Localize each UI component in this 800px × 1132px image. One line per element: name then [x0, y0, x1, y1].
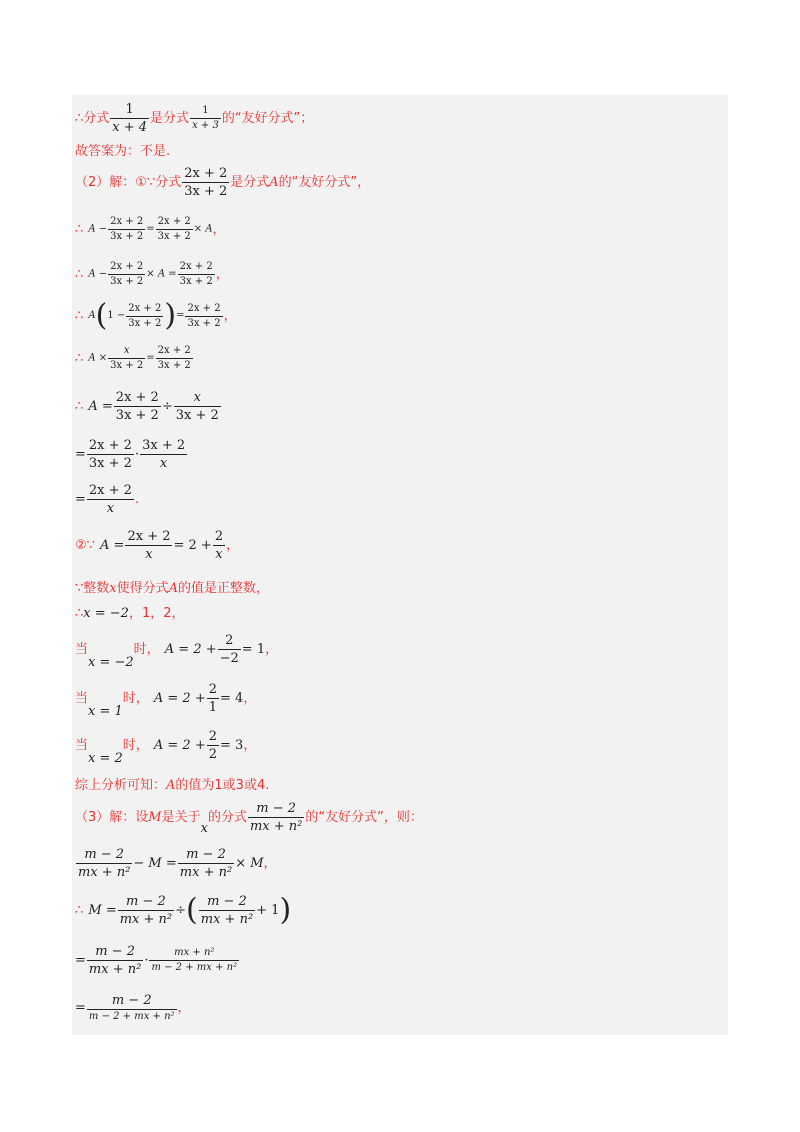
math: =: [75, 1000, 86, 1016]
text: 的值是正整数，: [178, 581, 270, 596]
den: 3x + 2: [184, 184, 228, 199]
line-12: [75, 579, 269, 595]
text: A: [269, 175, 279, 190]
line-17: [75, 776, 269, 792]
fraction: m − 2 m − 2 + mx + n²: [88, 993, 175, 1022]
fraction: $\frac{2x + 2}{x}$: [127, 529, 171, 562]
text: A: [168, 581, 179, 596]
line-1: [75, 103, 313, 134]
num: 1: [110, 103, 149, 119]
close-paren: ): [279, 892, 292, 928]
math: =: [75, 953, 86, 968]
math: A = 2 +: [164, 642, 217, 657]
fraction: $\frac{x}{3x + 2}$: [175, 390, 219, 423]
line-16: [75, 730, 256, 765]
math: =: [75, 447, 86, 462]
period: .: [134, 492, 140, 507]
math: = 4: [220, 691, 244, 706]
math: A = 2 +: [153, 691, 206, 706]
math: = 1: [241, 642, 266, 657]
line-15: [75, 683, 256, 718]
line-6: [75, 298, 237, 333]
open-paren: (: [95, 298, 108, 333]
comma: ，: [215, 267, 229, 282]
text: 的分式: [207, 810, 247, 825]
therefore-symbol: ∴: [75, 399, 84, 414]
line-9: [75, 439, 188, 470]
fraction: $\frac{2}{1}$: [208, 682, 218, 715]
text: 时，: [122, 691, 149, 706]
text: 是分式: [150, 111, 190, 126]
math: x = 1: [88, 704, 123, 719]
text: 当: [75, 738, 89, 753]
fraction: $\frac{2x + 2}{3x + 2}$: [110, 261, 144, 287]
text: ②∵: [75, 538, 95, 553]
fraction: [110, 103, 149, 134]
therefore-symbol: ∴: [75, 267, 84, 282]
fraction: $\frac{m - 2}{\text{mx + n²}}$: [119, 894, 173, 927]
math: ·: [144, 953, 149, 968]
fraction: $\frac{2x + 2}{3x + 2}$: [110, 216, 144, 242]
math: A ×: [88, 352, 108, 364]
math: =: [146, 352, 155, 364]
fraction: $\frac{3x + 2}{x}$: [142, 438, 186, 471]
math: A =: [100, 538, 125, 553]
therefore-symbol: ∴: [75, 308, 84, 324]
line-14: [75, 634, 278, 669]
math: M =: [88, 903, 117, 918]
math: x = 2: [88, 751, 123, 766]
math: =: [176, 310, 185, 321]
text: （3）解：设: [75, 810, 149, 825]
math: x: [200, 821, 208, 836]
fraction: $\frac{m - 2}{\text{mx + n²}}$: [200, 894, 254, 927]
comma: ，: [243, 691, 257, 706]
text: 使得分式: [116, 581, 169, 596]
fraction: $\frac{2x + 2}{3x + 2}$: [157, 216, 191, 242]
fraction: $\frac{2x + 2}{3x + 2}$: [115, 390, 159, 423]
math: A −: [88, 223, 108, 235]
line-19: [75, 848, 277, 879]
math: =: [75, 492, 86, 507]
den: x + 3: [192, 120, 219, 131]
num: 1: [190, 106, 221, 119]
therefore-symbol: ∴: [75, 222, 84, 237]
comma: ，: [212, 222, 226, 237]
math: x = −2: [88, 655, 134, 670]
math: 1 −: [107, 310, 126, 321]
math: + 1: [256, 903, 280, 918]
text: 时，: [133, 642, 160, 657]
text: 当: [75, 642, 89, 657]
text: ，1，2，: [128, 606, 185, 621]
math: ·: [134, 447, 140, 462]
line-3: [75, 167, 370, 198]
fraction: $\frac{2x + 2}{3x + 2}$: [157, 345, 191, 371]
line-22: [75, 994, 191, 1022]
text: x: [109, 581, 117, 596]
line-4: [75, 217, 226, 242]
fraction: $\frac{2x + 2}{x}$: [88, 483, 132, 516]
text: 时，: [122, 738, 149, 753]
fraction: $\frac{2}{x}$: [214, 529, 224, 562]
math: x = −2: [83, 606, 129, 621]
text: A: [166, 778, 176, 793]
comma: ，: [263, 856, 277, 871]
fraction: [190, 106, 221, 131]
line-8: [75, 391, 222, 422]
fraction: $\frac{2x + 2}{3x + 2}$: [187, 302, 221, 329]
fraction: $\frac{2x + 2}{3x + 2}$: [128, 302, 162, 329]
math: − M =: [133, 856, 177, 871]
text: 的“友好分式”，: [278, 175, 371, 190]
text: ∴分式: [75, 111, 110, 126]
text: 的“友好分式”；: [221, 111, 314, 126]
line-20: [75, 892, 292, 928]
math: × A =: [146, 268, 177, 280]
fraction: $\frac{m - 2}{\text{mx + n²}}$: [249, 801, 303, 834]
math: A = 2 +: [153, 738, 206, 753]
comma: ，: [243, 738, 257, 753]
text: ∵整数: [75, 581, 110, 596]
math: A −: [88, 268, 108, 280]
fraction: $\frac{2x + 2}{3x + 2}$: [179, 261, 213, 287]
fraction: $\frac{2x + 2}{3x + 2}$: [88, 438, 132, 471]
therefore-symbol: ∴: [75, 351, 84, 366]
math: × M: [235, 856, 264, 871]
therefore-symbol: ∴: [75, 903, 84, 918]
fraction: $\frac{m - 2}{\text{mx + n²}}$: [179, 847, 233, 880]
math: ÷: [161, 399, 173, 414]
den: x + 4: [112, 120, 148, 135]
comma: ，: [177, 1000, 191, 1016]
text: 是关于: [161, 810, 201, 825]
math: = 3: [220, 738, 244, 753]
text: ∴: [75, 606, 84, 621]
fraction: $\frac{2}{-2}$: [219, 633, 239, 666]
math: = 2 +: [173, 538, 212, 553]
math: ÷: [175, 903, 187, 918]
text: 的值为1或3或4.: [175, 778, 270, 793]
line-5: [75, 262, 229, 287]
line-7: [75, 346, 194, 371]
math: =: [146, 223, 155, 235]
fraction: $\frac{\text{mx + n²}}{\text{m − 2 + mx + n²}}$: [151, 947, 238, 973]
text: 综上分析可知：: [75, 778, 167, 793]
line-18: [75, 802, 423, 835]
close-paren: ): [164, 298, 177, 333]
text: 是分式: [230, 175, 270, 190]
math: × A: [193, 223, 213, 235]
line-21: [75, 945, 240, 976]
text: （2）解：①∵分式: [75, 175, 182, 190]
text: M: [148, 810, 162, 825]
comma: ，: [265, 642, 279, 657]
num: 2x + 2: [184, 166, 228, 181]
text: 的“友好分式”，则：: [305, 810, 423, 825]
text: 当: [75, 691, 89, 706]
line-2: 故答案为：不是.: [75, 144, 171, 159]
comma: ，: [226, 538, 240, 553]
line-13: [75, 604, 184, 620]
line-11: [75, 530, 239, 561]
comma: ，: [223, 308, 237, 324]
fraction: $\frac{m - 2}{\text{mx + n²}}$: [78, 847, 131, 880]
fraction: $\frac{2}{2}$: [208, 729, 218, 762]
fraction: $\frac{m - 2}{\text{mx + n²}}$: [88, 944, 142, 977]
line-10: [75, 484, 139, 515]
fraction: $\frac{x}{3x + 2}$: [110, 345, 144, 371]
fraction: [182, 167, 229, 198]
math: A: [88, 310, 96, 321]
math: A =: [88, 399, 113, 414]
open-paren: (: [186, 892, 198, 928]
